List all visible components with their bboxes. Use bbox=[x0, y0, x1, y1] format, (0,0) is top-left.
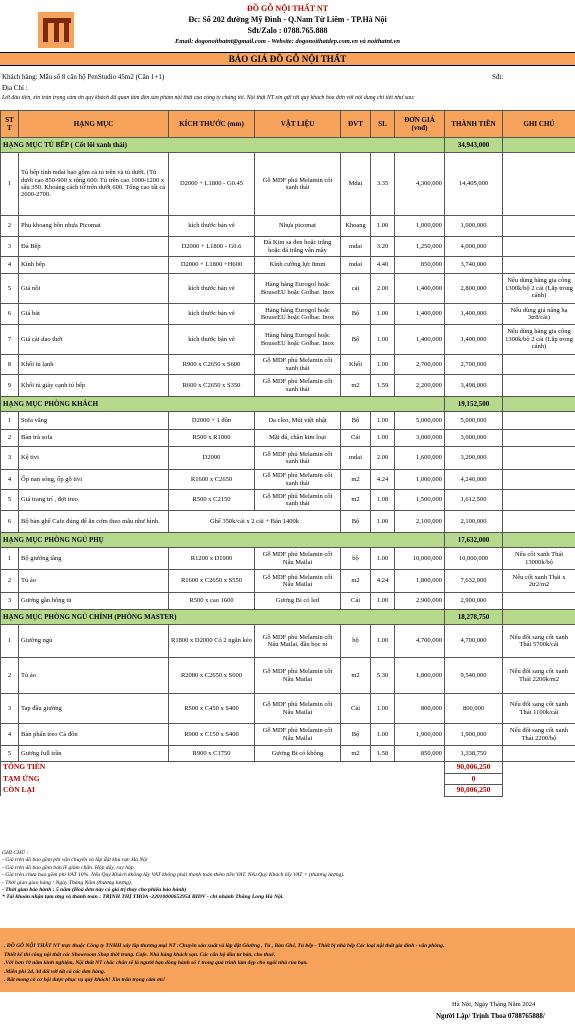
cell-stt: 1 bbox=[1, 548, 19, 570]
cell-note bbox=[503, 216, 575, 237]
cell-amount: 7,632,000 bbox=[445, 570, 503, 593]
cell-price: 1,800,000 bbox=[395, 658, 445, 694]
cell-amount: 14,405,000 bbox=[445, 153, 503, 216]
cell-note: Nếu đổi sang cốt xanh Thái 2200/bộ bbox=[503, 724, 575, 746]
intro-line: Thiết kế thi công nội thất các Showroom Shop thời trang. Cafe. Nhà hàng khách sạn. Các căn hộ đầu tư bán, cho thuê. bbox=[4, 951, 276, 958]
cell-unit: Khoang bbox=[341, 216, 371, 237]
cell-price: 1,400,000 bbox=[395, 325, 445, 355]
table-row bbox=[1, 470, 575, 490]
note-line: - Giá trên đã bao gồm bản lề giảm chấn. Hộp dây, ray hộp. bbox=[2, 864, 135, 871]
cell-item: Sofa văng bbox=[19, 412, 169, 430]
document-title: BÁO GIÁ ĐỒ GỖ NỘI THẤT bbox=[0, 52, 575, 66]
cell-unit: m2 bbox=[341, 375, 371, 397]
cell-stt: 3 bbox=[1, 593, 19, 610]
cell-qty: 4.24 bbox=[371, 570, 395, 593]
intro-line: .Với hơn 10 năm kinh nghiệm, Nội thất NT chắc chắn sẽ là người bạn đồng hành số 1 trong quá trình làm đẹp cho ngôi nhà của bạn. bbox=[4, 960, 308, 967]
table-row bbox=[1, 412, 575, 430]
cell-price: 5,000,000 bbox=[395, 412, 445, 430]
cell-size: kích thước bản vẽ bbox=[169, 274, 255, 304]
cell-note bbox=[503, 593, 575, 610]
column-header: VẬT LIỆU bbox=[255, 111, 341, 138]
cell-size: D2000 + L1800 - G0.6 bbox=[169, 237, 255, 257]
cell-size: D2000 bbox=[169, 447, 255, 470]
cell-note bbox=[503, 470, 575, 490]
cell-price: 10,000,000 bbox=[395, 548, 445, 570]
cell-size: R1200 x D1900 bbox=[169, 548, 255, 570]
table-row bbox=[1, 304, 575, 325]
section-title: HẠNG MỤC PHÒNG NGỦ PHỤ bbox=[1, 533, 445, 548]
cell-amount: 4,000,000 bbox=[445, 237, 503, 257]
cell-unit: bộ bbox=[341, 625, 371, 658]
cell-price: 850,000 bbox=[395, 746, 445, 762]
cell-note bbox=[503, 511, 575, 533]
cell-size: R1800 x D2000 Có 2 ngăn kéo bbox=[169, 625, 255, 658]
cell-mat: Gỗ MDF phủ Melamin cốt Nâu Mailai bbox=[255, 724, 341, 746]
summary-label: TẠM ỨNG bbox=[1, 773, 445, 785]
cell-qty: 2.00 bbox=[371, 447, 395, 470]
cell-mat: Gỗ MDF phủ Melamin cốt Nâu Mailai, đầu bọc nỉ bbox=[255, 625, 341, 658]
cell-stt: 6 bbox=[1, 304, 19, 325]
cell-stt: 2 bbox=[1, 216, 19, 237]
cell-stt: 2 bbox=[1, 430, 19, 447]
cell-item: Giá nồi bbox=[19, 274, 169, 304]
cell-mat: Hàng hãng Eurogol hoặc BouseEU hoặc Golbar. Inox bbox=[255, 325, 341, 355]
company-intro-box bbox=[0, 928, 575, 992]
customer-phone-label: Sđt: bbox=[492, 73, 504, 81]
table-row bbox=[1, 237, 575, 257]
column-header: ST T bbox=[1, 111, 19, 138]
cell-size: kích thước bản vẽ bbox=[169, 216, 255, 237]
summary-value: 0 bbox=[445, 773, 503, 785]
table-row bbox=[1, 325, 575, 355]
cell-qty: 1.00 bbox=[371, 325, 395, 355]
summary-row bbox=[1, 785, 575, 797]
cell-note bbox=[503, 746, 575, 762]
cell-size: R900 x C2650 x S600 bbox=[169, 355, 255, 375]
cell-price: 2,900,000 bbox=[395, 593, 445, 610]
cell-stt: 3 bbox=[1, 447, 19, 470]
cell-mat: Gỗ MDF phủ Melamin cốt xanh thái bbox=[255, 490, 341, 511]
cell-qty: 1.08 bbox=[371, 490, 395, 511]
cell-amount: 9,540,000 bbox=[445, 658, 503, 694]
cell-qty: 5.30 bbox=[371, 658, 395, 694]
cell-qty: 3.35 bbox=[371, 153, 395, 216]
cell-mat: Gỗ MDF phủ Melamin cốt Nâu Mailai bbox=[255, 548, 341, 570]
table-row bbox=[1, 724, 575, 746]
notes-heading: GHI CHÚ : bbox=[2, 850, 29, 856]
cell-note bbox=[503, 412, 575, 430]
cell-price: 850,000 bbox=[395, 257, 445, 274]
cell-note: Nếu dùng hàng gia công 1300k/bộ 2 cái (Lắp trong cánh) bbox=[503, 274, 575, 304]
cell-unit: m2 bbox=[341, 658, 371, 694]
section-title: HẠNG MỤC PHÒNG NGỦ CHÍNH (PHÒNG MASTER) bbox=[1, 610, 445, 625]
table-row bbox=[1, 355, 575, 375]
cell-amount: 4,240,000 bbox=[445, 470, 503, 490]
cell-note bbox=[503, 355, 575, 375]
cell-price: 3,000,000 bbox=[395, 430, 445, 447]
cell-price: 2,200,000 bbox=[395, 375, 445, 397]
summary-empty bbox=[503, 773, 575, 785]
section-row bbox=[1, 610, 575, 625]
cell-stt: 4 bbox=[1, 724, 19, 746]
cell-amount: 1,400,000 bbox=[445, 304, 503, 325]
cell-qty: 1.00 bbox=[371, 304, 395, 325]
section-title: HẠNG MỤC TỦ BẾP ( Cốt lõi xanh thái) bbox=[1, 138, 445, 153]
summary-row bbox=[1, 762, 575, 774]
cell-qty: 1.58 bbox=[371, 746, 395, 762]
cell-qty: 3.20 bbox=[371, 237, 395, 257]
company-name: ĐỒ GỖ NỘI THẤT NT bbox=[246, 4, 329, 13]
cell-stt: 9 bbox=[1, 375, 19, 397]
cell-unit: Cái bbox=[341, 593, 371, 610]
section-row bbox=[1, 533, 575, 548]
cell-price: 4,700,000 bbox=[395, 625, 445, 658]
cell-price: 4,300,000 bbox=[395, 153, 445, 216]
cell-price: 1,000,000 bbox=[395, 216, 445, 237]
cell-qty: 1.00 bbox=[371, 511, 395, 533]
cell-unit: Mdai bbox=[341, 153, 371, 216]
cell-qty: 1.00 bbox=[371, 355, 395, 375]
cell-stt: 5 bbox=[1, 274, 19, 304]
cell-item: Giá trang trí , đợt treo bbox=[19, 490, 169, 511]
table-header-row bbox=[1, 111, 575, 138]
cell-amount: 4,700,000 bbox=[445, 625, 503, 658]
cell-stt: 7 bbox=[1, 325, 19, 355]
note-line: - Giá trên đã bao gồm phí vận chuyển và lắp đặt khu vực Hà Nội bbox=[2, 857, 148, 864]
cell-note bbox=[503, 375, 575, 397]
cell-size: kích thước bản vẽ bbox=[169, 304, 255, 325]
cell-unit: Khối bbox=[341, 355, 371, 375]
cell-qty: 4.24 bbox=[371, 470, 395, 490]
cell-stt: 5 bbox=[1, 490, 19, 511]
cell-amount: 3,740,000 bbox=[445, 257, 503, 274]
cell-item: Bàn trà sofa bbox=[19, 430, 169, 447]
cell-unit: cái bbox=[341, 274, 371, 304]
cell-stt: 4 bbox=[1, 470, 19, 490]
cell-unit: mdai bbox=[341, 237, 371, 257]
cell-qty: 1.00 bbox=[371, 548, 395, 570]
cell-mat: Gỗ MDF phủ Melamin cốt Nâu Mailai bbox=[255, 570, 341, 593]
cell-price: 1,000,000 bbox=[395, 470, 445, 490]
table-row bbox=[1, 511, 575, 533]
table-row bbox=[1, 625, 575, 658]
company-address: Đc: Số 202 đường Mỹ Đình - Q.Nam Từ Liêm - TP.Hà Nội bbox=[188, 15, 387, 24]
cell-mat: Gỗ MDF phủ Melamin cốt xanh thái bbox=[255, 447, 341, 470]
cell-qty: 1.59 bbox=[371, 375, 395, 397]
cell-size: R500 x C450 x S400 bbox=[169, 694, 255, 724]
cell-qty: 4.40 bbox=[371, 257, 395, 274]
cell-size: R900 x C150 x S400 bbox=[169, 724, 255, 746]
note-line: - Giá trên chưa bao gồm phí VAT 10%. Nếu Quý Khách không lấy VAT không phải thanh toán thêm tiền VAT. Nếu Quý Khách lấy VAT = (thương lượng). bbox=[2, 872, 345, 879]
cell-mat: Nhựa picomat bbox=[255, 216, 341, 237]
cell-mat: Mặt đá, chân kim loại bbox=[255, 430, 341, 447]
cell-size: R500 x C2150 bbox=[169, 490, 255, 511]
cell-item: Giá bát bbox=[19, 304, 169, 325]
cell-stt: 3 bbox=[1, 237, 19, 257]
cell-qty: 1.00 bbox=[371, 593, 395, 610]
cell-mat: Gỗ MDF phủ Melamin cốt Nâu Mailai bbox=[255, 658, 341, 694]
section-note-cell bbox=[503, 138, 575, 153]
cell-amount: 3,498,000 bbox=[445, 375, 503, 397]
cell-qty: 1.00 bbox=[371, 625, 395, 658]
cell-amount: 2,800,000 bbox=[445, 274, 503, 304]
cell-note: Nếu dùng hàng gia công 1300k/bộ 2 cái (Lắp trong cánh) bbox=[503, 325, 575, 355]
cell-mat: Kính cường lực 8mm bbox=[255, 257, 341, 274]
intro-line: . Rất mong có cơ hội được phục vụ quý khách! Xin trân trọng cảm ơn! bbox=[4, 977, 165, 984]
section-total: 34,943,000 bbox=[445, 138, 503, 153]
sign-date: Hà Nội, Ngày Tháng Năm 2024 bbox=[452, 1001, 536, 1008]
column-header: THÀNH TIỀN bbox=[445, 111, 503, 138]
cell-item: Tủ bếp tính mdai bao gồm cả tủ trên và tủ dưới. (Tủ dưới cao 850-900 x rộng 600. Tủ trên cao 1000-1200 x sâu 350. Khoảng cách từ trên dưới 600. Tổng cao tất cả 2600-2700. bbox=[19, 153, 169, 216]
summary-value: 90,006,250 bbox=[445, 785, 503, 797]
cell-size: Ghế 350k/cái x 2 cái + Bàn 1400k bbox=[169, 511, 341, 533]
cell-size: R500 x R1000 bbox=[169, 430, 255, 447]
cell-amount: 2,100,000 bbox=[445, 511, 503, 533]
cell-note bbox=[503, 153, 575, 216]
table-row bbox=[1, 694, 575, 724]
cell-price: 1,400,000 bbox=[395, 304, 445, 325]
cell-stt: 6 bbox=[1, 511, 19, 533]
cell-unit: Bộ bbox=[341, 412, 371, 430]
cell-price: 1,800,000 bbox=[395, 570, 445, 593]
cell-item: Khối tủ giày cạnh tủ bếp bbox=[19, 375, 169, 397]
cell-qty: 1.00 bbox=[371, 724, 395, 746]
cell-note bbox=[503, 237, 575, 257]
cell-stt: 3 bbox=[1, 694, 19, 724]
summary-empty bbox=[503, 785, 575, 797]
cell-note: Nếu đổi sang cốt xanh Thái 1100k/cái bbox=[503, 694, 575, 724]
cell-amount: 1,612,500 bbox=[445, 490, 503, 511]
table-row bbox=[1, 375, 575, 397]
cell-size: R500 x cao 1600 bbox=[169, 593, 255, 610]
cell-note: Nếu dùng giá nâng hạ 3tr8/cái) bbox=[503, 304, 575, 325]
section-total: 19,152,500 bbox=[445, 397, 503, 412]
cell-mat: Gỗ MDF phủ Melamin cốt Nâu Mailai bbox=[255, 694, 341, 724]
cell-amount: 3,000,000 bbox=[445, 430, 503, 447]
cell-size: D2000 + 1 đôn bbox=[169, 412, 255, 430]
company-phone: Sđt/Zalo : 0788.765.888 bbox=[247, 26, 328, 35]
cell-note: Nếu cốt xanh Thái 13000k/bộ bbox=[503, 548, 575, 570]
cell-qty: 1.00 bbox=[371, 216, 395, 237]
section-note-cell bbox=[503, 533, 575, 548]
cell-mat: Gương Bỉ có không bbox=[255, 746, 341, 762]
cell-amount: 5,000,000 bbox=[445, 412, 503, 430]
cell-size: R1600 x C2650 bbox=[169, 470, 255, 490]
summary-value: 90,006,250 bbox=[445, 762, 503, 774]
cell-size: kích thước bản vẽ bbox=[169, 325, 255, 355]
cell-amount: 2,900,000 bbox=[445, 593, 503, 610]
cell-size: R2080 x C2650 x S600 bbox=[169, 658, 255, 694]
cell-size: D2000 + L1800 +H600 bbox=[169, 257, 255, 274]
cell-unit: m2 bbox=[341, 746, 371, 762]
cell-amount: 2,700,000 bbox=[445, 355, 503, 375]
cell-item: Giường ngủ bbox=[19, 625, 169, 658]
section-title: HẠNG MỤC PHÒNG KHÁCH bbox=[1, 397, 445, 412]
table-row bbox=[1, 274, 575, 304]
table-row bbox=[1, 570, 575, 593]
cell-mat: Da cleo, Mút việt nhật bbox=[255, 412, 341, 430]
notes-section bbox=[2, 850, 572, 902]
cell-item: Tủ áo bbox=[19, 570, 169, 593]
cell-unit: m2 bbox=[341, 470, 371, 490]
cell-note: Nếu đổi sang cốt xanh Thái 5700k/cái bbox=[503, 625, 575, 658]
cell-item: Ốp nan sóng, ốp gỗ tivi bbox=[19, 470, 169, 490]
table-row bbox=[1, 447, 575, 470]
intro-text: Lời đầu tiên, xin trân trọng cảm ơn quý khách đã quan tâm đến sản phẩm nội thất của công ty chúng tôi. Nội thất NT xin gửi tới quý khách hóa đơn với nội dung chi tiết như sau: bbox=[2, 95, 415, 101]
cell-note bbox=[503, 257, 575, 274]
table-row bbox=[1, 430, 575, 447]
table-body bbox=[1, 138, 575, 797]
summary-row bbox=[1, 773, 575, 785]
table-row bbox=[1, 593, 575, 610]
intro-line: .Miễn phí 2d, 3d đối với tất cả các đơn hàng. bbox=[4, 968, 106, 975]
column-header: ĐƠN GIÁ (vnđ) bbox=[395, 111, 445, 138]
cell-item: Phụ khoang bồn nhựa Picomat bbox=[19, 216, 169, 237]
signer-name: Người Lập/ Trịnh Thoa 0788765888/ bbox=[436, 1012, 545, 1020]
cell-item: Kệ tivi bbox=[19, 447, 169, 470]
column-header: KÍCH THƯỚC (mm) bbox=[169, 111, 255, 138]
cell-stt: 2 bbox=[1, 658, 19, 694]
cell-amount: 800,000 bbox=[445, 694, 503, 724]
cell-price: 2,700,000 bbox=[395, 355, 445, 375]
cell-stt: 1 bbox=[1, 412, 19, 430]
cell-item: Bộ giường tầng bbox=[19, 548, 169, 570]
cell-item: Bàn phấn treo Cả đôn bbox=[19, 724, 169, 746]
cell-price: 800,000 bbox=[395, 694, 445, 724]
cell-stt: 5 bbox=[1, 746, 19, 762]
cell-unit: Cái bbox=[341, 430, 371, 447]
cell-mat: Gỗ MDF phủ Melamin cốt xanh thái bbox=[255, 375, 341, 397]
cell-price: 1,400,000 bbox=[395, 274, 445, 304]
cell-item: Gương gần hông tủ bbox=[19, 593, 169, 610]
cell-note: Nếu đổi sang cốt xanh Thái 2200k/m2 bbox=[503, 658, 575, 694]
cell-note: Nếu cốt xanh Thái x 2tr2/m2 bbox=[503, 570, 575, 593]
cell-unit: Bộ bbox=[341, 304, 371, 325]
cell-unit: mdai bbox=[341, 447, 371, 470]
note-line: - Thời gian giao hàng : Ngày Tháng Năm (thương lượng). bbox=[2, 879, 133, 886]
section-total: 18,278,750 bbox=[445, 610, 503, 625]
cell-price: 1,500,000 bbox=[395, 490, 445, 511]
cell-mat: Gương Bỉ có led bbox=[255, 593, 341, 610]
cell-size: R900 x C1750 bbox=[169, 746, 255, 762]
cell-unit: Bộ bbox=[341, 325, 371, 355]
table-row bbox=[1, 216, 575, 237]
cell-stt: 1 bbox=[1, 153, 19, 216]
table-row bbox=[1, 490, 575, 511]
cell-mat: Gỗ MDF phủ Melamin cốt xanh thái bbox=[255, 470, 341, 490]
cell-mat: Đá Kim sa đen hoặc trắng hoặc đá trắng vân mây bbox=[255, 237, 341, 257]
cell-item: Khối tủ lạnh bbox=[19, 355, 169, 375]
cell-note bbox=[503, 490, 575, 511]
cell-amount: 3,200,000 bbox=[445, 447, 503, 470]
cell-qty: 1.00 bbox=[371, 430, 395, 447]
summary-label: CÒN LẠI bbox=[1, 785, 445, 797]
column-header: GHI CHÚ bbox=[503, 111, 575, 138]
cell-mat: Hàng hãng Eurogol hoặc BouseEU hoặc Golbar. Inox bbox=[255, 274, 341, 304]
customer-name: Khách hàng: Mẫu số 8 căn hộ PenStudio 45m2 (Căn 1+1) bbox=[2, 73, 165, 81]
cell-item: Giá cài dao thớt bbox=[19, 325, 169, 355]
cell-size: D2000 + L1800 - G0.45 bbox=[169, 153, 255, 216]
summary-label: TỔNG TIỀN bbox=[1, 762, 445, 774]
table-row bbox=[1, 153, 575, 216]
column-header: ĐVT bbox=[341, 111, 371, 138]
section-row bbox=[1, 397, 575, 412]
cell-size: R600 x C2650 x S350 bbox=[169, 375, 255, 397]
cell-item: Gương full trần bbox=[19, 746, 169, 762]
section-total: 17,632,000 bbox=[445, 533, 503, 548]
cell-amount: 1,900,000 bbox=[445, 724, 503, 746]
cell-qty: 1.00 bbox=[371, 412, 395, 430]
cell-qty: 2.00 bbox=[371, 274, 395, 304]
table-row bbox=[1, 257, 575, 274]
cell-size: R1600 x C2650 x S550 bbox=[169, 570, 255, 593]
section-row bbox=[1, 138, 575, 153]
customer-address-label: Địa Chỉ : bbox=[2, 84, 28, 92]
column-header: HẠNG MỤC bbox=[19, 111, 169, 138]
cell-amount: 1,338,750 bbox=[445, 746, 503, 762]
cell-unit: bộ bbox=[341, 548, 371, 570]
section-note-cell bbox=[503, 397, 575, 412]
company-contact: Email: dogonoithatnt@gmail.com - Website: dogonoithatdep.com.vn và noithatnt.vn bbox=[174, 38, 401, 45]
table-row bbox=[1, 746, 575, 762]
cell-unit: Bộ bbox=[341, 724, 371, 746]
cell-mat: Gỗ MDF phủ Melamin cốt xanh thái bbox=[255, 153, 341, 216]
cell-item: Tap đầu giường bbox=[19, 694, 169, 724]
table-row bbox=[1, 548, 575, 570]
cell-note bbox=[503, 430, 575, 447]
section-note-cell bbox=[503, 610, 575, 625]
cell-amount: 1,400,000 bbox=[445, 325, 503, 355]
cell-note bbox=[503, 447, 575, 470]
cell-price: 1,600,000 bbox=[395, 447, 445, 470]
bank-account-note: * Tài khoản nhận tạm ứng và thanh toán : TRỊNH THỊ THOA -22010000652954 BIDV - chi nhánh Thăng Long Hà Nội. bbox=[2, 894, 284, 901]
cell-stt: 8 bbox=[1, 355, 19, 375]
cell-price: 2,100,000 bbox=[395, 511, 445, 533]
note-line: - Thời gian bảo hành : 5 năm (Hoá đơn này có giá trị thay cho phiếu bảo hành) bbox=[2, 886, 187, 893]
cell-price: 1,900,000 bbox=[395, 724, 445, 746]
cell-stt: 1 bbox=[1, 625, 19, 658]
cell-unit: Bộ bbox=[341, 511, 371, 533]
cell-unit: m2 bbox=[341, 570, 371, 593]
intro-line: . ĐỒ GỖ NỘI THẤT NT trực thuộc Công ty TNHH xây lắp thương mại NT :Chuyên sản xuất và lắp đặt Giường , Tủ , Bàn Ghế, Tủ bếp - Thiết bị nhà bếp Các loại nội thất gia đình - văn phòng. bbox=[4, 943, 445, 949]
cell-stt: 2 bbox=[1, 570, 19, 593]
cell-amount: 1,000,000 bbox=[445, 216, 503, 237]
cell-stt: 4 bbox=[1, 257, 19, 274]
cell-mat: Gỗ MDF phủ Melamin cốt xanh thái bbox=[255, 355, 341, 375]
cell-amount: 10,000,000 bbox=[445, 548, 503, 570]
quotation-table bbox=[0, 110, 575, 797]
cell-item: Tủ áo bbox=[19, 658, 169, 694]
table-row bbox=[1, 658, 575, 694]
cell-unit: Cái bbox=[341, 694, 371, 724]
column-header: SL bbox=[371, 111, 395, 138]
summary-empty bbox=[503, 762, 575, 774]
cell-unit: mdai bbox=[341, 257, 371, 274]
cell-item: Kính bếp bbox=[19, 257, 169, 274]
cell-item: Đá Bếp bbox=[19, 237, 169, 257]
cell-qty: 1.00 bbox=[371, 694, 395, 724]
cell-price: 1,250,000 bbox=[395, 237, 445, 257]
header bbox=[0, 0, 575, 52]
cell-mat: Hàng hãng Eurogol hoặc BouseEU hoặc Golbar. Inox bbox=[255, 304, 341, 325]
cell-unit: m2 bbox=[341, 490, 371, 511]
cell-item: Bộ bàn ghế Cafe đúng đế ăn cơm theo mẫu như hình. bbox=[19, 511, 169, 533]
